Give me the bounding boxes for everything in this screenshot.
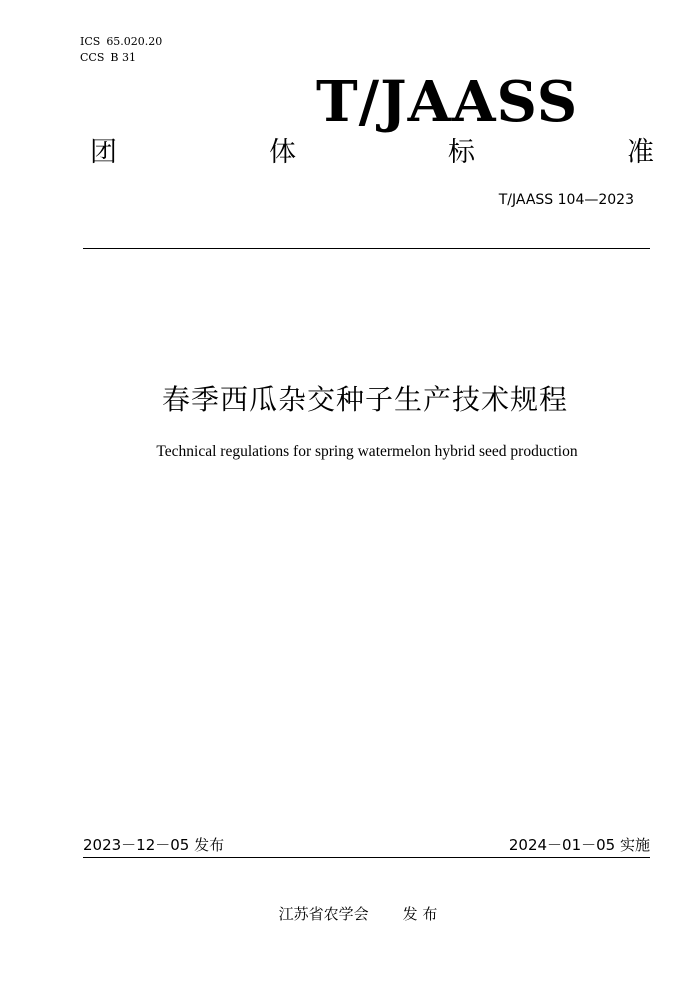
publisher-name: 江苏省农学会 bbox=[278, 905, 369, 923]
title-chinese: 春季西瓜杂交种子生产技术规程 bbox=[161, 383, 568, 416]
ics-label: ICS bbox=[80, 35, 101, 48]
ccs-row bbox=[80, 50, 162, 66]
standard-type-char: 体 bbox=[269, 137, 296, 168]
classification-codes bbox=[80, 34, 162, 66]
standard-type bbox=[90, 134, 654, 172]
standard-number: T/JAASS 104—2023 bbox=[498, 192, 634, 208]
ics-value: 65.020.20 bbox=[106, 35, 163, 48]
bottom-divider bbox=[83, 857, 650, 858]
title-english: Technical regulations for spring watermelon hybrid seed production bbox=[156, 443, 578, 460]
publisher-action: 发 布 bbox=[402, 905, 438, 923]
top-divider bbox=[83, 248, 650, 249]
ccs-value: B 31 bbox=[110, 51, 136, 64]
ics-row bbox=[80, 34, 162, 50]
standard-type-char: 准 bbox=[627, 137, 654, 168]
ccs-label: CCS bbox=[80, 51, 105, 64]
implementation-date: 2024－01－05 实施 bbox=[508, 836, 650, 854]
publisher-line bbox=[0, 903, 700, 925]
standard-type-char: 标 bbox=[448, 137, 475, 168]
standard-type-char: 团 bbox=[90, 137, 117, 168]
organization-code: T/JAASS bbox=[316, 69, 579, 135]
issue-date: 2023－12－05 发布 bbox=[83, 836, 225, 854]
